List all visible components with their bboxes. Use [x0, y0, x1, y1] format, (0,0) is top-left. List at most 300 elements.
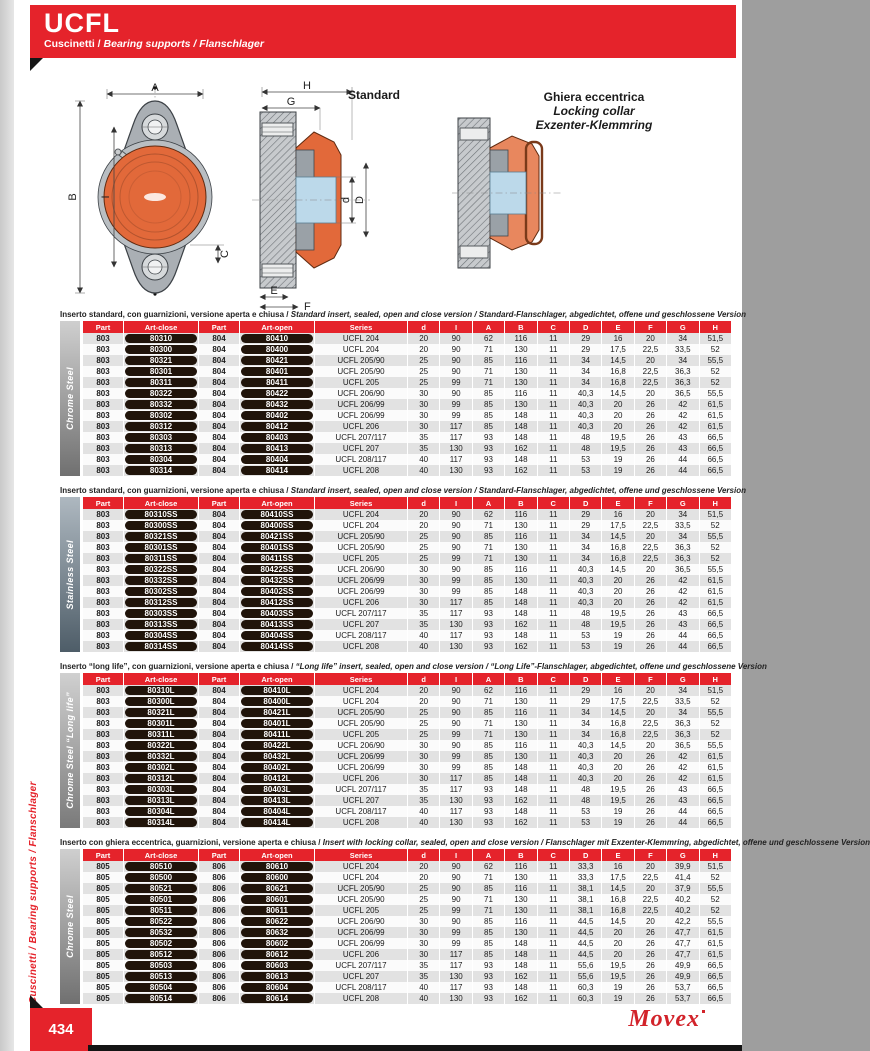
column-header: B	[505, 497, 536, 509]
table-cell: 52	[700, 366, 731, 377]
table-row	[83, 938, 731, 949]
table-cell: 30	[408, 388, 439, 399]
table-cell: 22,5	[635, 696, 666, 707]
table-cell: UCFL 205/90	[315, 707, 407, 718]
table-cell: 26	[635, 773, 666, 784]
table-cell: 11	[538, 696, 569, 707]
table-cell: 22,5	[635, 344, 666, 355]
side-section-drawing	[252, 80, 372, 313]
art-number-cell	[124, 542, 198, 553]
art-number-cell	[240, 872, 314, 883]
table-cell: 804	[199, 740, 239, 751]
table-cell: 33,3	[570, 872, 601, 883]
art-number-cell	[240, 883, 314, 894]
table-cell: 30	[408, 773, 439, 784]
art-number-badge: 80300SS	[125, 521, 197, 530]
art-number-cell	[124, 608, 198, 619]
table-cell: 117	[440, 784, 471, 795]
art-number-cell	[124, 553, 198, 564]
table-cell: 11	[538, 927, 569, 938]
table-row	[83, 971, 731, 982]
table-cell: 34	[667, 685, 698, 696]
table-row	[83, 905, 731, 916]
art-number-cell	[240, 443, 314, 454]
table-row	[83, 718, 731, 729]
table-cell: 804	[199, 795, 239, 806]
column-header: Part	[199, 321, 239, 333]
table-cell: 38,1	[570, 883, 601, 894]
table-cell: 16	[602, 333, 633, 344]
art-number-badge: 80413	[241, 444, 313, 453]
table-cell: 38,1	[570, 905, 601, 916]
table-cell: 806	[199, 960, 239, 971]
dim-label-e: E	[270, 285, 278, 297]
table-cell: 130	[505, 696, 536, 707]
table-cell: 11	[538, 982, 569, 993]
table-cell: 11	[538, 432, 569, 443]
table-cell: 44,5	[570, 927, 601, 938]
table-cell: 130	[505, 553, 536, 564]
art-number-badge: 80600	[241, 873, 313, 882]
table-cell: 40	[408, 993, 439, 1004]
table-cell: 40,3	[570, 388, 601, 399]
art-number-badge: 80404	[241, 455, 313, 464]
table-cell: 804	[199, 355, 239, 366]
art-number-badge: 80313	[125, 444, 197, 453]
table-cell: 130	[505, 520, 536, 531]
table-cell: 148	[505, 784, 536, 795]
table-cell: 11	[538, 795, 569, 806]
table-cell: 85	[473, 773, 504, 784]
table-cell: 85	[473, 927, 504, 938]
art-number-cell	[124, 949, 198, 960]
art-number-cell	[240, 586, 314, 597]
art-number-cell	[124, 982, 198, 993]
table-cell: 20	[635, 564, 666, 575]
column-header: D	[570, 673, 601, 685]
art-number-badge: 80303	[125, 433, 197, 442]
table-cell: 93	[473, 641, 504, 652]
table-cell: 26	[635, 432, 666, 443]
table-cell: 130	[505, 377, 536, 388]
table-cell: 803	[83, 410, 123, 421]
corner-triangle-top	[30, 58, 43, 71]
column-header: F	[635, 321, 666, 333]
table-cell: 53	[570, 806, 601, 817]
table-cell: 16,8	[602, 894, 633, 905]
table-cell: 25	[408, 883, 439, 894]
art-number-badge: 80321SS	[125, 532, 197, 541]
page-number: 434	[30, 1008, 92, 1051]
column-header: H	[700, 321, 731, 333]
art-number-badge: 80304	[125, 455, 197, 464]
table-cell: 11	[538, 597, 569, 608]
table-cell: 35	[408, 960, 439, 971]
corner-triangle-bottom	[30, 995, 43, 1008]
art-number-badge: 80603	[241, 961, 313, 970]
art-number-cell	[240, 707, 314, 718]
table-cell: 804	[199, 564, 239, 575]
art-number-cell	[240, 806, 314, 817]
parts-table	[82, 321, 732, 476]
table-cell: 40,3	[570, 751, 601, 762]
table-cell: 85	[473, 355, 504, 366]
table-cell: 20	[635, 707, 666, 718]
column-header: I	[440, 849, 471, 861]
art-number-badge: 80503	[125, 961, 197, 970]
art-number-badge: 80314	[125, 466, 197, 475]
art-number-badge: 80521	[125, 884, 197, 893]
table-cell: 26	[635, 938, 666, 949]
table-cell: 803	[83, 707, 123, 718]
table-cell: 19	[602, 817, 633, 828]
art-number-badge: 80302L	[125, 763, 197, 772]
table-cell: 11	[538, 410, 569, 421]
table-cell: 30	[408, 740, 439, 751]
table-cell: UCFL 206/99	[315, 399, 407, 410]
table-cell: 71	[473, 366, 504, 377]
table-cell: 35	[408, 608, 439, 619]
table-cell: 42	[667, 762, 698, 773]
table-cell: UCFL 204	[315, 685, 407, 696]
table-cell: UCFL 206	[315, 949, 407, 960]
table-cell: 40	[408, 641, 439, 652]
table-cell: 26	[635, 421, 666, 432]
column-header: G	[667, 321, 698, 333]
table-cell: 85	[473, 597, 504, 608]
standard-version-label: Standard	[348, 88, 401, 102]
table-cell: UCFL 206/90	[315, 388, 407, 399]
table-cell: 130	[505, 366, 536, 377]
table-cell: 35	[408, 619, 439, 630]
table-cell: 26	[635, 608, 666, 619]
table-cell: 11	[538, 894, 569, 905]
table-cell: 40,3	[570, 575, 601, 586]
table-cell: 19	[602, 993, 633, 1004]
table-cell: 93	[473, 806, 504, 817]
table-cell: 17,5	[602, 872, 633, 883]
table-row	[83, 707, 731, 718]
column-header: Part	[83, 321, 123, 333]
table-cell: 804	[199, 344, 239, 355]
table-cell: UCFL 207/117	[315, 432, 407, 443]
table-cell: 90	[440, 916, 471, 927]
art-number-badge: 80514	[125, 994, 197, 1003]
table-cell: 130	[440, 817, 471, 828]
table-cell: 71	[473, 872, 504, 883]
material-side-label: Stainless Steel	[60, 497, 80, 652]
table-cell: 20	[602, 762, 633, 773]
column-header: B	[505, 321, 536, 333]
table-cell: 51,5	[700, 685, 731, 696]
table-cell: 66,5	[700, 432, 731, 443]
table-cell: 25	[408, 377, 439, 388]
table-cell: 29	[570, 509, 601, 520]
table-cell: 55,5	[700, 883, 731, 894]
table-cell: 34	[667, 333, 698, 344]
table-row	[83, 399, 731, 410]
art-number-badge: 80332SS	[125, 576, 197, 585]
table-cell: 805	[83, 982, 123, 993]
column-header: Series	[315, 497, 407, 509]
table-cell: 26	[635, 575, 666, 586]
table-row	[83, 619, 731, 630]
table-cell: 85	[473, 531, 504, 542]
table-cell: 19	[602, 454, 633, 465]
table-cell: 116	[505, 388, 536, 399]
table-cell: 44	[667, 641, 698, 652]
art-number-cell	[240, 454, 314, 465]
table-cell: 804	[199, 542, 239, 553]
table-cell: 803	[83, 696, 123, 707]
table-row	[83, 773, 731, 784]
table-cell: 93	[473, 443, 504, 454]
table-cell: 55,6	[570, 960, 601, 971]
page-header	[30, 5, 736, 58]
dim-label-i: I	[100, 195, 112, 199]
table-cell: 17,5	[602, 520, 633, 531]
table-row	[83, 982, 731, 993]
art-number-cell	[240, 938, 314, 949]
table-cell: 805	[83, 861, 123, 872]
table-cell: UCFL 207	[315, 971, 407, 982]
column-header: A	[473, 497, 504, 509]
table-cell: 130	[505, 872, 536, 883]
table-cell: 162	[505, 443, 536, 454]
art-number-cell	[240, 366, 314, 377]
table-row	[83, 586, 731, 597]
table-cell: 61,5	[700, 586, 731, 597]
table-cell: 85	[473, 751, 504, 762]
table-cell: 16,8	[602, 905, 633, 916]
table-cell: UCFL 207	[315, 795, 407, 806]
table-cell: 52	[700, 344, 731, 355]
table-cell: 804	[199, 773, 239, 784]
table-cell: 20	[602, 410, 633, 421]
art-number-badge: 80621	[241, 884, 313, 893]
table-row	[83, 377, 731, 388]
table-cell: 804	[199, 619, 239, 630]
table-cell: 19,5	[602, 619, 633, 630]
table-cell: 130	[440, 795, 471, 806]
table-cell: 71	[473, 905, 504, 916]
art-number-cell	[240, 564, 314, 575]
table-cell: 20	[635, 916, 666, 927]
table-cell: 20	[408, 861, 439, 872]
art-number-cell	[124, 377, 198, 388]
art-number-cell	[124, 531, 198, 542]
art-number-cell	[124, 861, 198, 872]
table-cell: 805	[83, 971, 123, 982]
art-number-cell	[240, 729, 314, 740]
table-cell: 34	[667, 707, 698, 718]
table-cell: 52	[700, 872, 731, 883]
art-number-badge: 80401SS	[241, 543, 313, 552]
table-cell: 22,5	[635, 872, 666, 883]
table-cell: 19	[602, 806, 633, 817]
table-cell: UCFL 206/90	[315, 564, 407, 575]
table-cell: 36,5	[667, 740, 698, 751]
art-number-badge: 80401	[241, 367, 313, 376]
table-cell: 90	[440, 685, 471, 696]
art-number-badge: 80312SS	[125, 598, 197, 607]
table-cell: 11	[538, 630, 569, 641]
table-row	[83, 993, 731, 1004]
column-header: Part	[83, 497, 123, 509]
table-cell: 36,5	[667, 388, 698, 399]
table-cell: 61,5	[700, 410, 731, 421]
table-cell: 26	[635, 927, 666, 938]
table-cell: UCFL 205/90	[315, 542, 407, 553]
table-cell: 803	[83, 432, 123, 443]
table-cell: 130	[440, 465, 471, 476]
table-cell: 148	[505, 982, 536, 993]
dim-label-d-small: d	[340, 196, 352, 204]
table-cell: 42	[667, 410, 698, 421]
art-number-cell	[124, 454, 198, 465]
art-number-cell	[240, 718, 314, 729]
art-number-badge: 80422SS	[241, 565, 313, 574]
table-cell: 11	[538, 993, 569, 1004]
table-cell: UCFL 207/117	[315, 960, 407, 971]
table-cell: 90	[440, 872, 471, 883]
locking-collar-labels	[524, 90, 664, 132]
table-cell: 116	[505, 707, 536, 718]
art-number-cell	[240, 520, 314, 531]
table-cell: 26	[635, 982, 666, 993]
table-cell: 66,5	[700, 608, 731, 619]
table-row	[83, 641, 731, 652]
table-cell: 804	[199, 718, 239, 729]
art-number-cell	[240, 685, 314, 696]
table-cell: 803	[83, 762, 123, 773]
art-number-cell	[124, 718, 198, 729]
table-cell: 36,5	[667, 564, 698, 575]
table-cell: 90	[440, 388, 471, 399]
table-cell: 16,8	[602, 729, 633, 740]
table-cell: 26	[635, 619, 666, 630]
table-cell: 26	[635, 751, 666, 762]
table-cell: 803	[83, 597, 123, 608]
art-number-cell	[240, 399, 314, 410]
column-header: B	[505, 849, 536, 861]
art-number-badge: 80513	[125, 972, 197, 981]
table-row	[83, 894, 731, 905]
table-cell: 20	[602, 949, 633, 960]
table-cell: 130	[440, 443, 471, 454]
art-number-badge: 80401L	[241, 719, 313, 728]
column-header: B	[505, 673, 536, 685]
table-cell: 36,3	[667, 718, 698, 729]
art-number-badge: 80303SS	[125, 609, 197, 618]
table-cell: 40,3	[570, 564, 601, 575]
table-cell: 34	[570, 553, 601, 564]
art-number-cell	[240, 784, 314, 795]
table-cell: 805	[83, 938, 123, 949]
table-cell: 804	[199, 784, 239, 795]
table-cell: 42	[667, 575, 698, 586]
table-cell: UCFL 205/90	[315, 355, 407, 366]
table-cell: 93	[473, 784, 504, 795]
art-number-badge: 80632	[241, 928, 313, 937]
art-number-cell	[240, 542, 314, 553]
art-number-badge: 80312L	[125, 774, 197, 783]
table-cell: 804	[199, 553, 239, 564]
table-cell: 61,5	[700, 949, 731, 960]
table-row	[83, 927, 731, 938]
table-cell: 51,5	[700, 861, 731, 872]
art-number-badge: 80303L	[125, 785, 197, 794]
table-cell: 162	[505, 465, 536, 476]
table-cell: UCFL 204	[315, 344, 407, 355]
art-number-cell	[124, 872, 198, 883]
table-cell: 117	[440, 806, 471, 817]
table-cell: 66,5	[700, 795, 731, 806]
table-cell: 11	[538, 509, 569, 520]
table-cell: 16,8	[602, 377, 633, 388]
table-cell: 90	[440, 707, 471, 718]
art-number-badge: 80604	[241, 983, 313, 992]
table-cell: 16,8	[602, 553, 633, 564]
art-number-cell	[124, 399, 198, 410]
table-cell: 804	[199, 432, 239, 443]
table-row	[83, 421, 731, 432]
table-cell: 116	[505, 861, 536, 872]
art-number-badge: 80612	[241, 950, 313, 959]
table-cell: 162	[505, 817, 536, 828]
column-header: I	[440, 673, 471, 685]
table-cell: 11	[538, 542, 569, 553]
table-row	[83, 740, 731, 751]
table-cell: 93	[473, 960, 504, 971]
table-row	[83, 630, 731, 641]
table-cell: 803	[83, 399, 123, 410]
dim-label-a: A	[151, 82, 159, 94]
table-row	[83, 465, 731, 476]
table-cell: 90	[440, 509, 471, 520]
table-cell: 25	[408, 553, 439, 564]
table-cell: 29	[570, 520, 601, 531]
table-cell: 90	[440, 696, 471, 707]
table-cell: UCFL 208	[315, 817, 407, 828]
table-cell: 804	[199, 520, 239, 531]
table-cell: 85	[473, 883, 504, 894]
table-cell: 26	[635, 641, 666, 652]
table-cell: 11	[538, 520, 569, 531]
table-cell: 61,5	[700, 938, 731, 949]
table-cell: UCFL 206/99	[315, 751, 407, 762]
column-header: Art-close	[124, 849, 198, 861]
art-number-badge: 80410SS	[241, 510, 313, 519]
table-cell: 11	[538, 366, 569, 377]
art-number-badge: 80411	[241, 378, 313, 387]
art-number-cell	[240, 960, 314, 971]
table-cell: 43	[667, 432, 698, 443]
table-cell: 11	[538, 916, 569, 927]
table-cell: 25	[408, 905, 439, 916]
dim-label-h: H	[303, 80, 311, 92]
table-cell: 22,5	[635, 718, 666, 729]
table-cell: 71	[473, 894, 504, 905]
table-cell: 803	[83, 443, 123, 454]
table-cell: 11	[538, 971, 569, 982]
table-cell: 806	[199, 938, 239, 949]
table-cell: 803	[83, 630, 123, 641]
table-cell: 11	[538, 883, 569, 894]
art-number-badge: 80404SS	[241, 631, 313, 640]
table-cell: 99	[440, 586, 471, 597]
table-cell: 148	[505, 762, 536, 773]
